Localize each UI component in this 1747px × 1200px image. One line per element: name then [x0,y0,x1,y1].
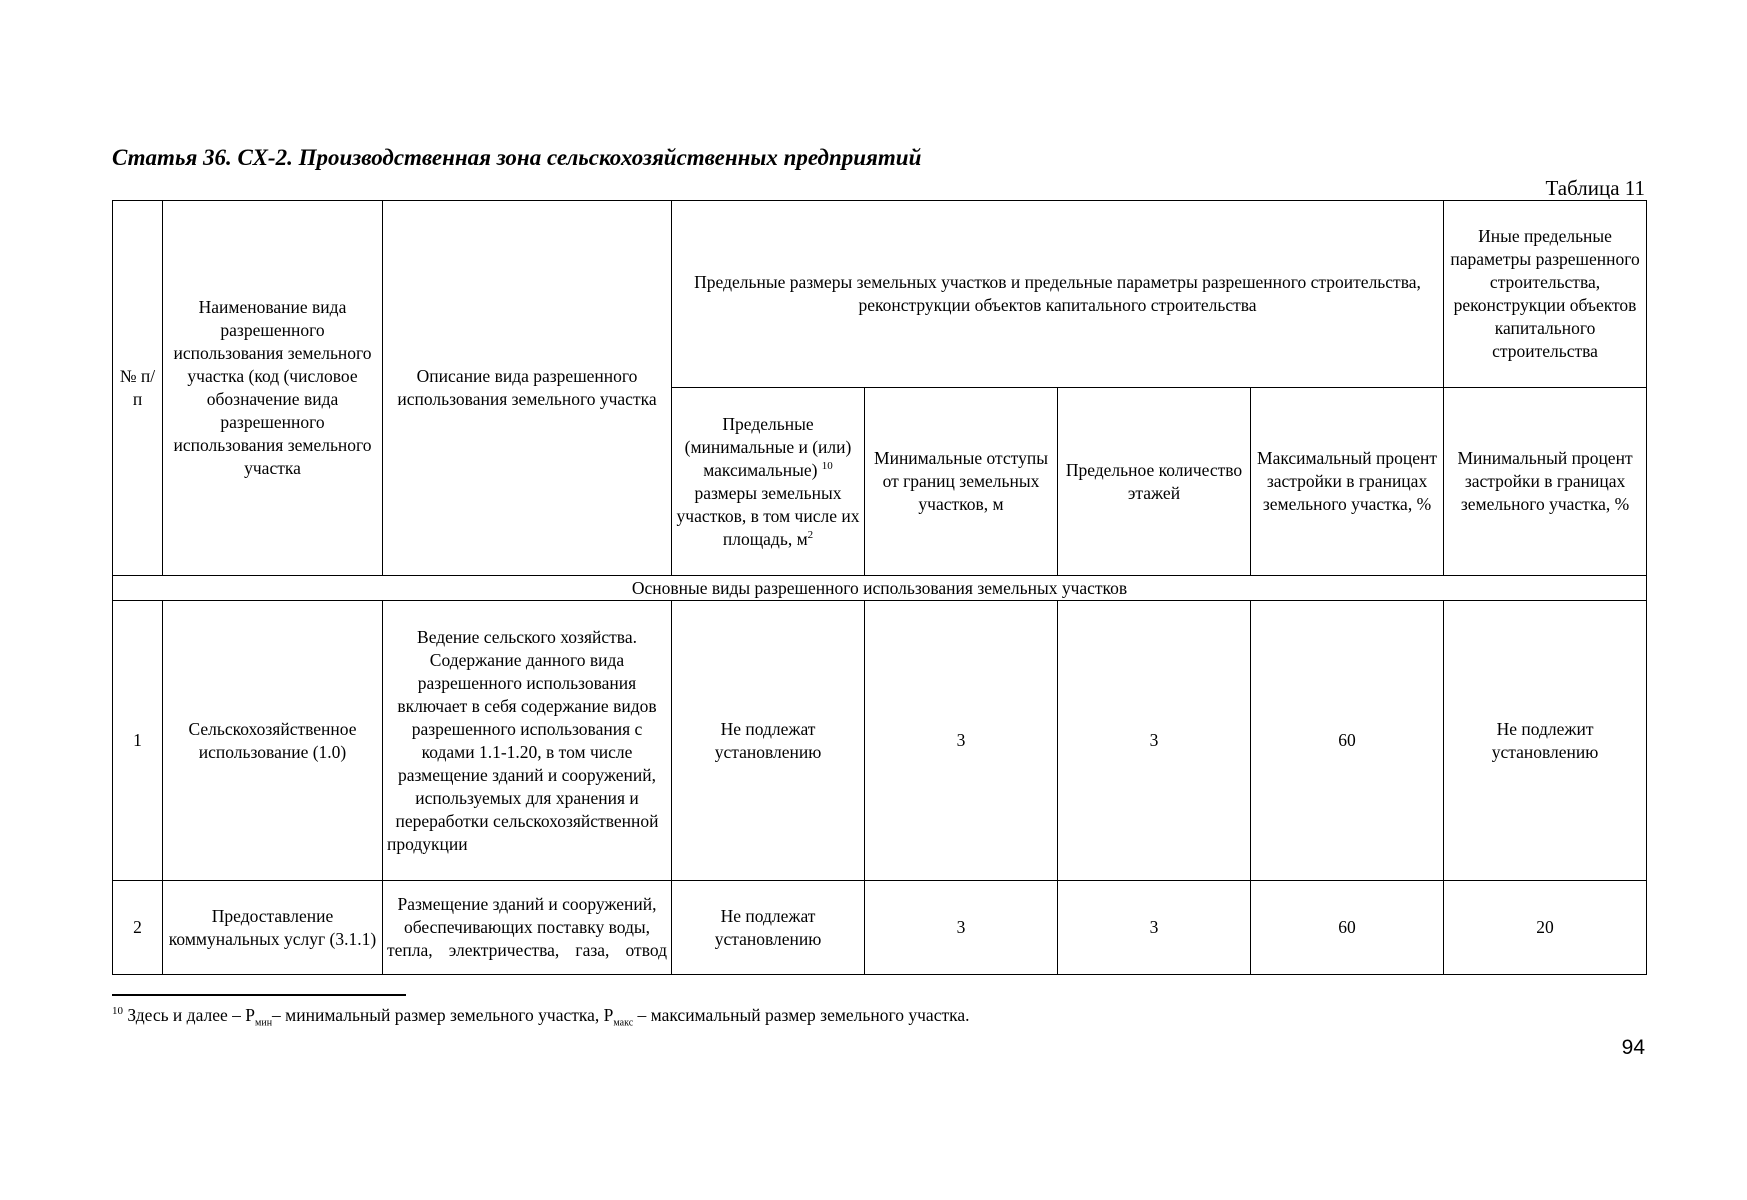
footnote-marker: 10 [112,1005,123,1018]
header-other-group-text: Иные предельные параметры разрешенного строительства, реконструкции объектов капитального строительства [1450,226,1640,361]
header-min-coverage-text: Минимальный процент застройки в границах земельного участка, % [1457,448,1633,514]
page-number: 94 [1621,1036,1645,1059]
row-floors: 3 [1058,881,1251,975]
row-plot-size: Не подлежат установлению [672,881,865,975]
footnote-text-1: Здесь и далее – Р [123,1005,256,1025]
header-num-text: № п/п [119,366,156,409]
row-num: 1 [113,601,163,881]
footnote-sub-max: макс [613,1017,634,1029]
row-name: Сельскохозяйственное использование (1.0) [163,601,383,881]
section-title-text: Основные виды разрешенного использования земельных участков [631,577,1128,598]
header-setbacks-text: Минимальные отступы от границ земельных участков, м [874,448,1048,514]
row-description: Размещение зданий и сооружений, обеспечивающих поставку воды, тепла, электричества, газа, отвод [383,881,672,975]
header-row-top [113,201,1647,388]
header-max-coverage [1251,388,1444,576]
section-title [113,576,1647,601]
header-max-coverage-text: Максимальный процент застройки в границах земельного участка, % [1257,448,1438,514]
footnote-sub-min: мин [255,1017,273,1029]
header-limits-group-text: Предельные размеры земельных участков и предельные параметры разрешенного строительства, реконструкции объектов капитального строительства [694,272,1421,315]
footnote-text-2: – минимальный размер земельного участка, Р [272,1005,614,1025]
table-row [113,881,1647,975]
header-setbacks [865,388,1058,576]
header-num [113,201,163,576]
section-row [113,576,1647,601]
row-floors: 3 [1058,601,1251,881]
header-description [383,201,672,576]
row-plot-size: Не подлежат установлению [672,601,865,881]
row-description: Ведение сельского хозяйства. Содержание данного вида разрешенного использования включает в себя содержание видов разрешенного использования с кодами 1.1-1.20, в том числе размещение зданий и сооружений, используемых для хранения и переработки сельскохозяйственной продукции [383,601,672,881]
header-name-text: Наименование вида разрешенного использования земельного участка (код (числовое обозначение вида разрешенного использования земельного участка [173,297,372,478]
footnote [112,1005,970,1029]
table-row [113,601,1647,881]
footnote-ref: 10 [821,459,833,472]
row-min-coverage: Не подлежит установлению [1444,601,1647,881]
header-name [163,201,383,576]
header-floors-text: Предельное количество этажей [1065,459,1243,503]
footnote-text-3: – максимальный размер земельного участка. [633,1005,970,1025]
header-plot-size-text: Предельные (минимальные и (или) максимальные) [684,413,852,480]
row-name: Предоставление коммунальных услуг (3.1.1) [163,881,383,975]
article-heading: Статья 36. СХ-2. Производственная зона сельскохозяйственных предприятий [112,145,922,170]
header-other-group [1444,201,1647,388]
header-plot-size [672,388,865,576]
land-use-table [112,200,1647,975]
row-max-coverage: 60 [1251,601,1444,881]
footnote-separator [112,994,406,996]
header-limits-group [672,201,1444,388]
row-max-coverage: 60 [1251,881,1444,975]
table-caption: Таблица 11 [1545,176,1645,200]
row-min-coverage: 20 [1444,881,1647,975]
header-floors [1058,388,1251,576]
unit-superscript: 2 [807,528,814,541]
row-setbacks: 3 [865,881,1058,975]
header-description-text: Описание вида разрешенного использования земельного участка [397,366,657,409]
row-num: 2 [113,881,163,975]
row-setbacks: 3 [865,601,1058,881]
header-plot-size-tail: размеры земельных участков, в том числе их площадь, м [676,482,860,549]
header-min-coverage [1444,388,1647,576]
